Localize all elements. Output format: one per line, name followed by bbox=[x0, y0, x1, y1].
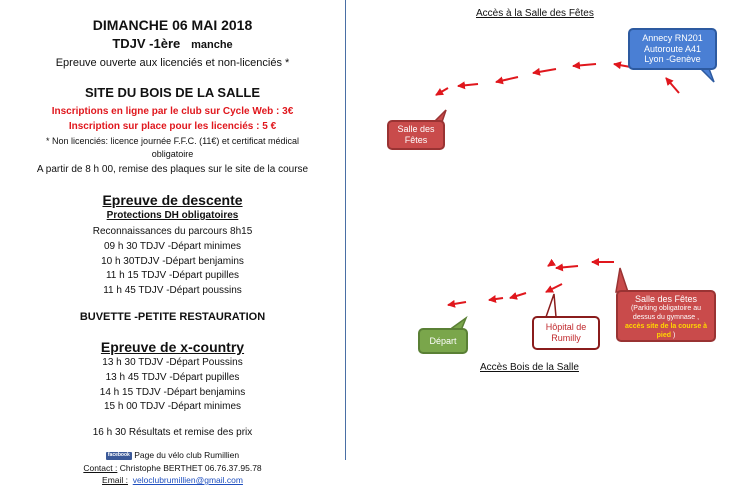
salle-fetes-parking-callout bbox=[616, 290, 716, 342]
salle-title: Salle des Fêtes bbox=[634, 294, 698, 304]
event-date: DIMANCHE 06 MAI 2018 bbox=[92, 17, 253, 33]
facebook-text: Page du vélo club Rumillien bbox=[134, 450, 240, 460]
onsite-registration: Inscription sur place pour les licenciés : 5 € bbox=[68, 121, 277, 132]
email-label: Email : bbox=[102, 475, 129, 485]
bottom-map-title: Accès Bois de la Salle bbox=[480, 362, 579, 373]
descent-item: 10 h 30TDJV -Départ benjamins bbox=[101, 256, 244, 267]
from-line: Autoroute A41 bbox=[643, 43, 702, 54]
xc-item: 13 h 30 TDJV -Départ Poussins bbox=[102, 357, 243, 368]
route-arrow bbox=[546, 284, 562, 292]
depart-callout bbox=[418, 328, 468, 354]
xc-item: 14 h 15 TDJV -Départ benjamins bbox=[99, 387, 246, 398]
xc-item: 15 h 00 TDJV -Départ minimes bbox=[103, 401, 242, 412]
hopital-line: Hôpital de bbox=[545, 322, 587, 333]
route-arrow bbox=[556, 266, 578, 268]
online-registration: Inscriptions en ligne par le club sur Cycle Web : 3€ bbox=[51, 106, 294, 117]
facebook-icon: facebook bbox=[107, 452, 130, 458]
route-arrows bbox=[346, 0, 749, 494]
hopital-callout bbox=[532, 316, 600, 350]
salle-fetes-callout bbox=[387, 120, 445, 150]
descent-title: Epreuve de descente bbox=[102, 192, 243, 208]
contact-label: Contact : bbox=[83, 463, 118, 473]
plates-info: A partir de 8 h 00, remise des plaques sur le site de la course bbox=[36, 164, 309, 175]
route-arrow bbox=[510, 293, 526, 298]
salle-note-line bbox=[621, 305, 711, 323]
non-licensed-line-1: * Non licenciés: licence journée F.F.C. (11€) et certificat médical bbox=[46, 136, 299, 146]
access-maps-panel bbox=[346, 0, 749, 494]
route-arrow bbox=[533, 69, 556, 73]
site-title: SITE DU BOIS DE LA SALLE bbox=[84, 85, 261, 100]
from-line: Lyon -Genève bbox=[644, 54, 701, 65]
buvette: BUVETTE -PETITE RESTAURATION bbox=[79, 311, 266, 323]
depart-label: Départ bbox=[429, 335, 457, 346]
contact-line bbox=[0, 464, 345, 474]
salle-highlight-line bbox=[621, 323, 711, 341]
round-word: manche bbox=[191, 39, 233, 51]
facebook-line[interactable] bbox=[0, 451, 345, 461]
email-link[interactable]: veloclubrumillien@gmail.com bbox=[132, 475, 243, 485]
hopital-line: Rumilly bbox=[551, 333, 581, 343]
salle-highlight: accès site de la course à pied bbox=[624, 322, 708, 339]
route-arrow bbox=[548, 264, 551, 266]
xc-title: Epreuve de x-country bbox=[100, 339, 245, 355]
to-line: Salle des bbox=[397, 124, 435, 135]
descent-item: Reconnaissances du parcours 8h15 bbox=[92, 226, 253, 237]
round-name: TDJV -1ère bbox=[112, 36, 181, 51]
salle-note: (Parking obligatoire au dessus du gymnase bbox=[630, 305, 702, 321]
route-arrow bbox=[489, 298, 503, 300]
bottom-route-arrows bbox=[448, 262, 614, 305]
route-arrow bbox=[436, 88, 448, 95]
from-line: Annecy RN201 bbox=[642, 32, 703, 43]
route-arrow bbox=[458, 84, 478, 86]
results-info: 16 h 30 Résultats et remise des prix bbox=[92, 427, 253, 438]
event-round bbox=[0, 37, 345, 52]
contact-value: Christophe BERTHET 06.76.37.95.78 bbox=[117, 463, 262, 473]
descent-item: 11 h 45 TDJV -Départ poussins bbox=[103, 285, 242, 296]
non-licensed-line-2: obligatoire bbox=[151, 149, 194, 159]
salle-sep: , bbox=[695, 314, 700, 321]
email-line bbox=[0, 476, 345, 486]
top-map-title: Accès à la Salle des Fêtes bbox=[476, 8, 594, 19]
callout-tail bbox=[546, 294, 556, 317]
open-to-all: Epreuve ouverte aux licenciés et non-licenciés * bbox=[55, 57, 290, 69]
descent-item: 11 h 15 TDJV -Départ pupilles bbox=[105, 270, 240, 281]
route-arrow bbox=[666, 78, 679, 93]
event-info-panel bbox=[0, 0, 345, 494]
xc-item: 13 h 45 TDJV -Départ pupilles bbox=[105, 372, 240, 383]
callout-tail bbox=[616, 268, 628, 292]
route-arrow bbox=[573, 64, 596, 66]
route-arrow bbox=[448, 302, 466, 305]
route-arrow bbox=[496, 77, 518, 82]
descent-item: 09 h 30 TDJV -Départ minimes bbox=[103, 241, 242, 252]
to-line: Fêtes bbox=[404, 135, 428, 145]
descent-protections: Protections DH obligatoires bbox=[106, 210, 239, 221]
from-callout bbox=[628, 28, 717, 70]
salle-end: ) bbox=[671, 331, 676, 339]
